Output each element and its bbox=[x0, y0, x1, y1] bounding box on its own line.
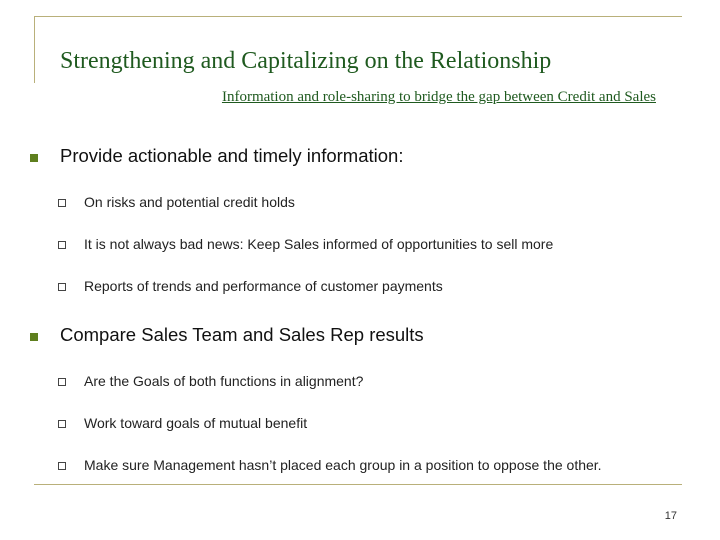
hollow-square-bullet-icon bbox=[58, 241, 66, 249]
list-item: Reports of trends and performance of customer payments bbox=[84, 278, 443, 294]
section-heading-compare: Compare Sales Team and Sales Rep results bbox=[60, 324, 424, 345]
section-heading-information: Provide actionable and timely information: bbox=[60, 145, 404, 166]
page-number: 17 bbox=[664, 510, 677, 522]
hollow-square-bullet-icon bbox=[58, 420, 66, 428]
list-item: Work toward goals of mutual benefit bbox=[84, 415, 308, 431]
hollow-square-bullet-icon bbox=[58, 199, 66, 207]
frame-bottom-line bbox=[34, 484, 682, 485]
hollow-square-bullet-icon bbox=[58, 378, 66, 386]
list-item: Are the Goals of both functions in alignment? bbox=[84, 373, 364, 389]
square-bullet-icon bbox=[30, 333, 38, 341]
hollow-square-bullet-icon bbox=[58, 283, 66, 291]
slide-title: Strengthening and Capitalizing on the Relationship bbox=[60, 48, 552, 74]
frame-top-line bbox=[34, 16, 682, 17]
hollow-square-bullet-icon bbox=[58, 462, 66, 470]
slide-subtitle: Information and role-sharing to bridge the gap between Credit and Sales bbox=[221, 89, 656, 105]
list-item: It is not always bad news: Keep Sales informed of opportunities to sell more bbox=[84, 236, 554, 252]
list-item: On risks and potential credit holds bbox=[84, 194, 295, 210]
square-bullet-icon bbox=[30, 154, 38, 162]
list-item: Make sure Management hasn’t placed each group in a position to oppose the other. bbox=[84, 457, 602, 473]
